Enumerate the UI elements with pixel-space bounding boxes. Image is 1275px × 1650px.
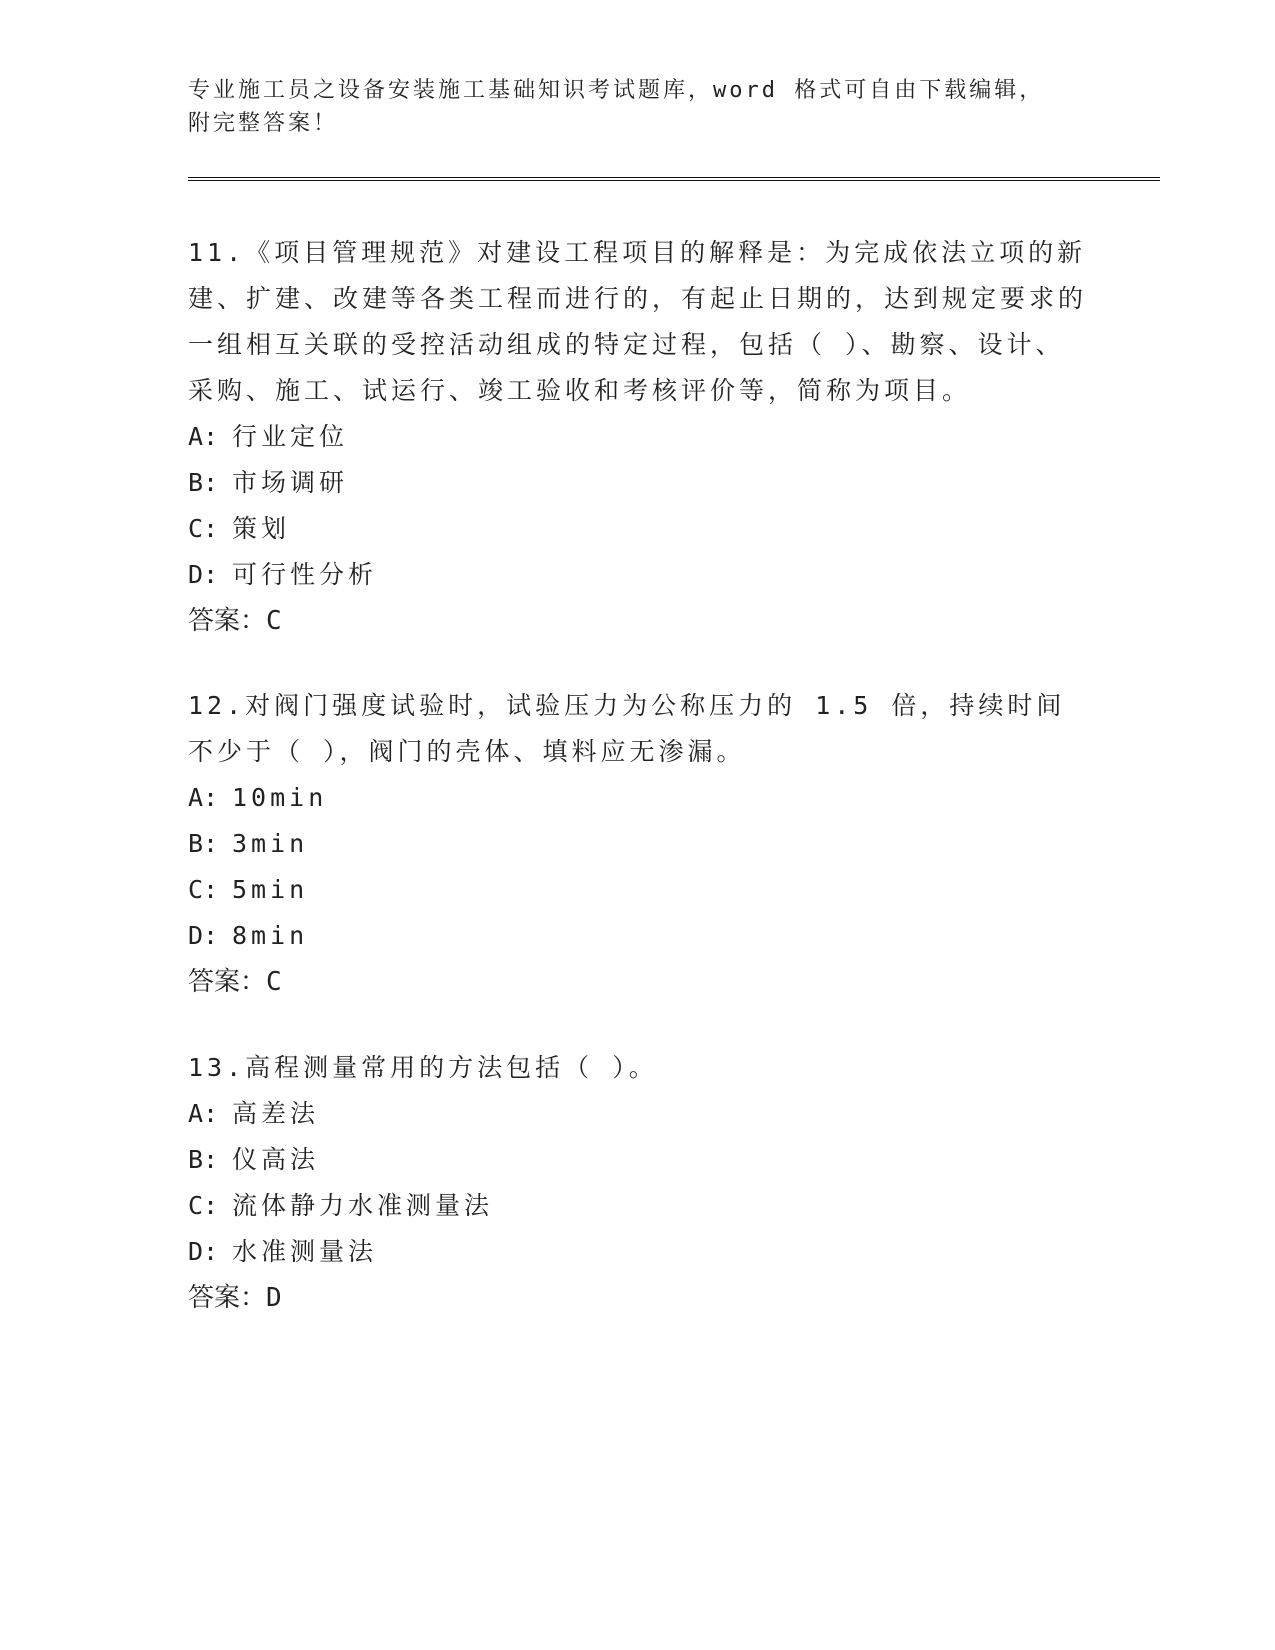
- answer-line: [188, 1275, 1088, 1321]
- option-text: 5min: [232, 875, 309, 904]
- option-a: [188, 1091, 1088, 1137]
- option-b: [188, 460, 1088, 506]
- option-letter: C:: [188, 1191, 219, 1220]
- option-letter: A:: [188, 1099, 219, 1128]
- option-text: 8min: [232, 921, 309, 950]
- answer-line: [188, 598, 1088, 644]
- header-divider: [188, 177, 1160, 181]
- option-text: 流体静力水准测量法: [232, 1191, 494, 1220]
- option-letter: B:: [188, 829, 219, 858]
- option-text: 3min: [232, 829, 309, 858]
- option-text: 策划: [232, 514, 291, 543]
- option-d: [188, 1229, 1088, 1275]
- option-letter: C:: [188, 875, 219, 904]
- option-letter: C:: [188, 514, 219, 543]
- question-11: [188, 230, 1088, 644]
- option-d: [188, 913, 1088, 959]
- answer-label: 答案：: [188, 967, 267, 997]
- option-letter: B:: [188, 468, 219, 497]
- option-text: 10min: [232, 783, 328, 812]
- option-a: [188, 414, 1088, 460]
- option-text: 水准测量法: [232, 1237, 378, 1266]
- question-13: [188, 1045, 1088, 1321]
- option-c: [188, 867, 1088, 913]
- question-stem: 13.高程测量常用的方法包括（ ）。: [188, 1053, 658, 1082]
- option-letter: D:: [188, 1237, 219, 1266]
- option-text: 市场调研: [232, 468, 349, 497]
- answer-line: [188, 959, 1088, 1005]
- question-12: [188, 683, 1088, 1005]
- answer-label: 答案：: [188, 606, 267, 636]
- option-a: [188, 775, 1088, 821]
- option-letter: B:: [188, 1145, 219, 1174]
- option-text: 行业定位: [232, 422, 349, 451]
- question-stem: 12.对阀门强度试验时，试验压力为公称压力的 1.5 倍，持续时间不少于（ ），阀门的壳体、填料应无渗漏。: [188, 691, 1066, 766]
- option-d: [188, 552, 1088, 598]
- option-text: 高差法: [232, 1099, 320, 1128]
- option-c: [188, 506, 1088, 552]
- option-letter: A:: [188, 422, 219, 451]
- option-b: [188, 821, 1088, 867]
- option-b: [188, 1137, 1088, 1183]
- answer-value: D: [266, 1283, 282, 1313]
- question-stem: 11.《项目管理规范》对建设工程项目的解释是：为完成依法立项的新建、扩建、改建等各类工程而进行的，有起止日期的，达到规定要求的一组相互关联的受控活动组成的特定过程，包括（ ）、勘察、设计、采购、施工、试运行、竣工验收和考核评价等，简称为项目。: [188, 238, 1088, 405]
- option-text: 可行性分析: [232, 560, 378, 589]
- answer-label: 答案：: [188, 1283, 267, 1313]
- option-c: [188, 1183, 1088, 1229]
- option-letter: A:: [188, 783, 219, 812]
- answer-value: C: [266, 967, 282, 997]
- option-letter: D:: [188, 560, 219, 589]
- option-text: 仪高法: [232, 1145, 320, 1174]
- document-header: 专业施工员之设备安装施工基础知识考试题库，word 格式可自由下载编辑，附完整答案！: [188, 78, 1045, 136]
- option-letter: D:: [188, 921, 219, 950]
- answer-value: C: [266, 606, 282, 636]
